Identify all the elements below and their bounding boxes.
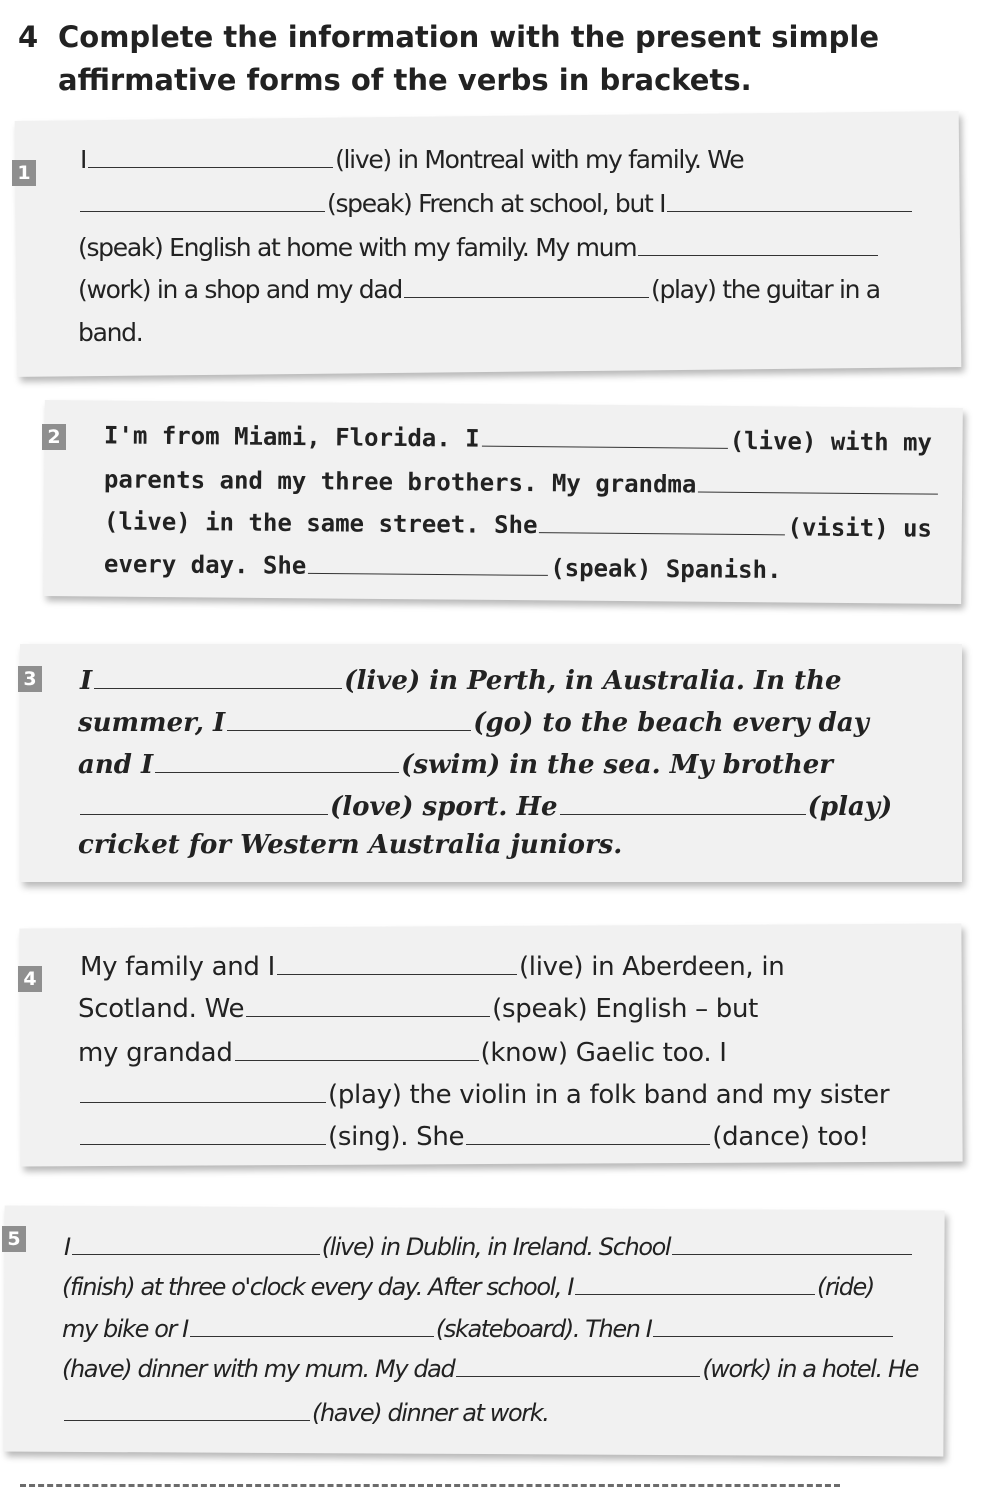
text-segment: every day. She [103, 550, 307, 580]
badge-2: 2 [42, 424, 66, 450]
text-segment: I [80, 666, 93, 696]
badge-4: 4 [18, 966, 42, 992]
card-5-line-1 [64, 1230, 914, 1261]
answer-blank-5-1[interactable] [72, 1230, 320, 1255]
text-segment: (live) in Perth, in Australia. In the [344, 666, 842, 696]
text-segment: parents and my three brothers. My grandma [103, 465, 697, 499]
answer-blank-4-6[interactable] [466, 1118, 710, 1145]
text-segment: (love) sport. He [330, 792, 558, 822]
card-1-line-1 [80, 142, 743, 174]
bottom-cutoff-rule [20, 1484, 840, 1487]
text-segment: (speak) Spanish. [550, 553, 782, 584]
answer-blank-1-2[interactable] [80, 186, 325, 212]
card-1-line-3 [78, 230, 880, 262]
text-segment: (know) Gaelic too. I [480, 1038, 727, 1068]
text-segment: (dance) too! [712, 1122, 869, 1152]
text-segment: and I [78, 750, 154, 780]
text-segment: (swim) in the sea. My brother [401, 750, 833, 780]
text-segment: (speak) French at school, but I [327, 189, 666, 218]
card-4-line-4 [78, 1076, 889, 1110]
text-segment: (ride) [817, 1273, 874, 1301]
text-segment: (visit) us [787, 513, 933, 543]
badge-5: 5 [2, 1226, 26, 1252]
answer-blank-1-3[interactable] [667, 186, 912, 212]
card-4-line-2 [78, 990, 758, 1024]
text-segment: (have) dinner at work. [312, 1399, 549, 1427]
text-segment: (go) to the beach every day [473, 708, 869, 738]
answer-blank-3-2[interactable] [227, 704, 471, 731]
card-5-line-3 [62, 1312, 895, 1343]
answer-blank-2-2[interactable] [698, 468, 938, 495]
badge-1: 1 [12, 160, 36, 186]
answer-blank-4-2[interactable] [246, 990, 490, 1017]
answer-blank-3-1[interactable] [94, 662, 342, 689]
card-1-line-5 [78, 318, 142, 347]
text-segment: (play) [807, 792, 893, 822]
text-segment: (finish) at three o'clock every day. After school, I [62, 1273, 574, 1301]
text-segment: My family and I [80, 952, 275, 982]
text-segment: I'm from Miami, Florida. I [103, 421, 480, 453]
card-5-line-5 [62, 1396, 548, 1427]
text-segment: (play) the guitar in a [650, 275, 880, 304]
text-segment: my grandad [78, 1038, 233, 1068]
card-2-line-4 [104, 547, 782, 584]
text-segment: (live) in Montreal with my family. We [335, 145, 744, 174]
answer-blank-5-3[interactable] [575, 1270, 815, 1295]
text-segment: (work) in a hotel. He [702, 1355, 919, 1383]
card-3-line-5 [78, 830, 622, 860]
text-segment: (live) with my [729, 426, 933, 457]
answer-blank-3-4[interactable] [80, 788, 328, 815]
text-segment: I [64, 1233, 70, 1261]
text-segment: (play) the violin in a folk band and my sister [328, 1080, 890, 1110]
answer-blank-2-4[interactable] [308, 549, 548, 576]
text-segment: (sing). She [328, 1122, 465, 1152]
instruction-line-2: affirmative forms of the verbs in brackets. [58, 63, 752, 97]
instruction-line-1: Complete the information with the present simple [58, 20, 880, 54]
text-segment: (live) in Dublin, in Ireland. School [321, 1233, 671, 1261]
answer-blank-4-5[interactable] [80, 1118, 326, 1145]
answer-blank-2-3[interactable] [539, 508, 785, 535]
text-segment: cricket for Western Australia juniors. [78, 830, 623, 860]
answer-blank-5-5[interactable] [653, 1312, 893, 1337]
text-segment: (live) in Aberdeen, in [518, 952, 785, 982]
answer-blank-4-3[interactable] [235, 1034, 479, 1061]
text-segment: (speak) English – but [492, 994, 759, 1024]
text-segment: my bike or I [62, 1315, 188, 1343]
card-4-line-1 [80, 948, 784, 982]
answer-blank-5-6[interactable] [456, 1352, 700, 1377]
answer-blank-1-5[interactable] [404, 272, 649, 298]
text-segment: I [80, 145, 87, 174]
answer-blank-4-1[interactable] [277, 948, 517, 975]
text-segment: (work) in a shop and my dad [78, 275, 402, 304]
answer-blank-2-1[interactable] [482, 422, 728, 449]
card-1-line-4 [78, 272, 880, 304]
text-segment: (live) in the same street. She [103, 507, 538, 540]
answer-blank-5-4[interactable] [190, 1312, 434, 1337]
card-3-line-4 [78, 788, 892, 822]
badge-3: 3 [18, 666, 42, 692]
text-segment: band. [78, 318, 143, 347]
card-3-line-3 [78, 746, 833, 780]
answer-blank-5-7[interactable] [64, 1396, 310, 1421]
text-segment: (skateboard). Then I [435, 1315, 652, 1343]
card-4-line-3 [78, 1034, 727, 1068]
exercise-number: 4 [18, 20, 39, 54]
answer-blank-3-3[interactable] [155, 746, 399, 773]
text-segment: Scotland. We [78, 994, 245, 1024]
answer-blank-5-2[interactable] [672, 1230, 912, 1255]
answer-blank-1-1[interactable] [88, 142, 333, 168]
text-segment: summer, I [78, 708, 226, 738]
text-segment: (speak) English at home with my family. My mum [78, 233, 637, 262]
answer-blank-4-4[interactable] [80, 1076, 326, 1103]
card-5-line-4 [62, 1352, 918, 1383]
card-5-line-2 [62, 1270, 874, 1301]
exercise-heading [18, 16, 958, 102]
answer-blank-1-4[interactable] [638, 230, 878, 256]
card-1-line-2 [78, 186, 914, 218]
card-3-line-1 [80, 662, 842, 696]
card-4-line-5 [78, 1118, 869, 1152]
answer-blank-3-5[interactable] [560, 788, 806, 815]
card-3-line-2 [78, 704, 869, 738]
text-segment: (have) dinner with my mum. My dad [62, 1355, 455, 1383]
